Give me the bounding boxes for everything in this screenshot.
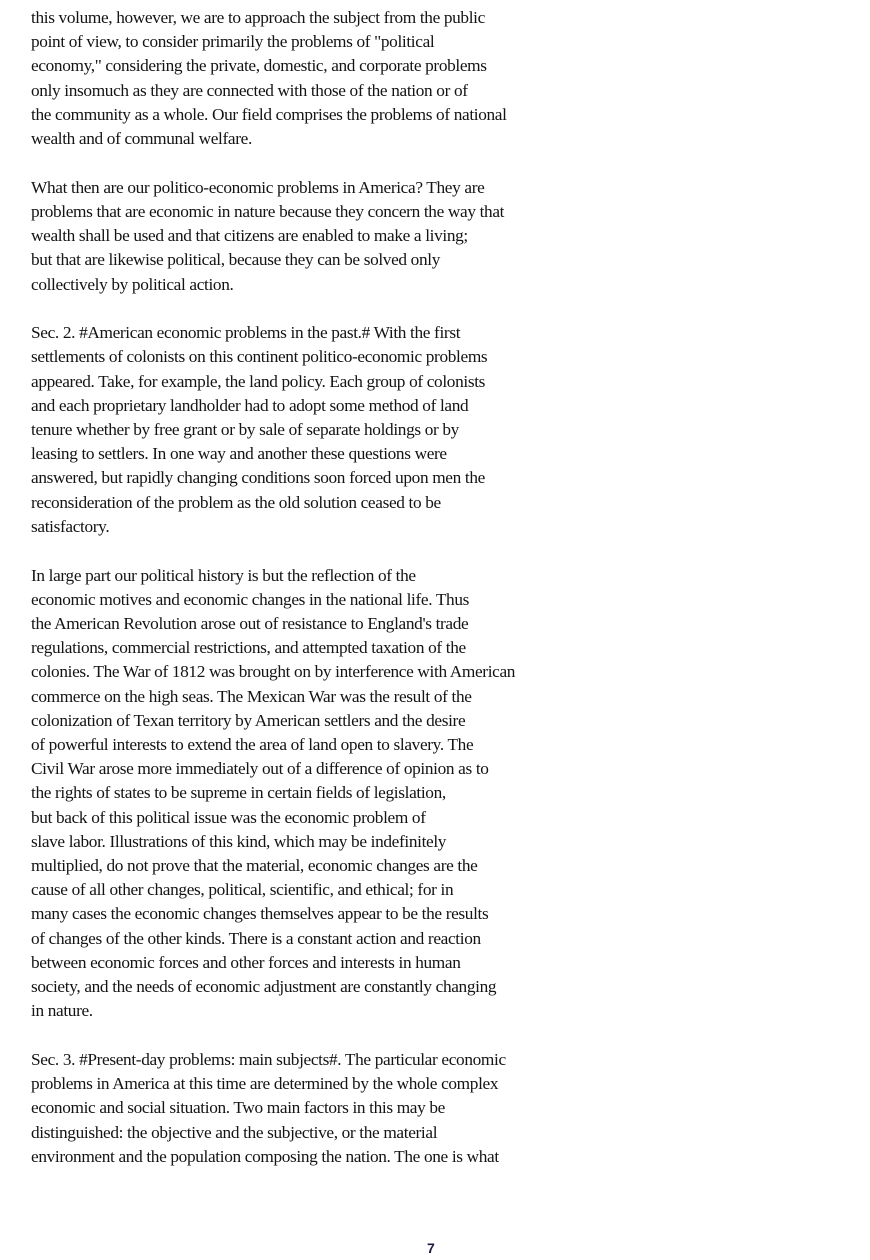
text-line: the American Revolution arose out of resistance to England's trade [31,613,469,633]
paragraph-public-view [31,6,611,151]
text-line: economy," considering the private, domestic, and corporate problems [31,56,487,76]
text-line: between economic forces and other forces and interests in human [31,952,461,972]
text-line: of powerful interests to extend the area of land open to slavery. The [31,734,474,754]
text-line: the community as a whole. Our field comprises the problems of national [31,104,507,124]
text-line: reconsideration of the problem as the old solution ceased to be [31,492,441,512]
text-line: regulations, commercial restrictions, and attempted taxation of the [31,638,466,658]
text-line: problems that are economic in nature because they concern the way that [31,201,505,221]
text-line: wealth shall be used and that citizens are enabled to make a living; [31,226,468,246]
text-line: problems in America at this time are determined by the whole complex [31,1074,499,1094]
text-line: tenure whether by free grant or by sale of separate holdings or by [31,420,459,440]
text-line: point of view, to consider primarily the problems of "political [31,32,435,52]
text-line: colonies. The War of 1812 was brought on by interference with American [31,662,516,682]
paragraph-gap [31,1023,611,1048]
text-line: economic and social situation. Two main factors in this may be [31,1098,445,1118]
text-line: slave labor. Illustrations of this kind, which may be indefinitely [31,831,447,851]
text-line: society, and the needs of economic adjustment are constantly changing [31,977,497,997]
paragraph-politico-economic [31,176,611,297]
text-line: of changes of the other kinds. There is a constant action and reaction [31,928,481,948]
text-line: many cases the economic changes themselves appear to be the results [31,904,489,924]
text-line: Civil War arose more immediately out of a difference of opinion as to [31,759,489,779]
text-line: cause of all other changes, political, scientific, and ethical; for in [31,880,454,900]
text-line: and each proprietary landholder had to adopt some method of land [31,395,469,415]
paragraph-gap [31,539,611,564]
paragraph-gap [31,151,611,176]
text-line: leasing to settlers. In one way and another these questions were [31,444,447,464]
text-line: settlements of colonists on this continent politico-economic problems [31,347,488,367]
text-line: Sec. 3. #Present-day problems: main subjects#. The particular economic [31,1049,506,1069]
text-line: appeared. Take, for example, the land policy. Each group of colonists [31,371,486,391]
text-line: this volume, however, we are to approach the subject from the public [31,8,485,27]
text-line: in nature. [31,1001,93,1021]
text-line: only insomuch as they are connected with those of the nation or of [31,80,468,100]
document-page [31,6,611,1169]
text-line: In large part our political history is but the reflection of the [31,565,416,585]
text-line: What then are our politico-economic problems in America? They are [31,177,485,197]
text-line: collectively by political action. [31,274,234,294]
text-line: but back of this political issue was the economic problem of [31,807,426,827]
paragraph-gap [31,297,611,322]
text-line: but that are likewise political, because they can be solved only [31,250,441,270]
text-line: satisfactory. [31,516,110,536]
text-line: commerce on the high seas. The Mexican War was the result of the [31,686,472,706]
paragraph-political-history [31,564,611,1024]
text-line: wealth and of communal welfare. [31,129,252,149]
text-line: the rights of states to be supreme in certain fields of legislation, [31,783,446,803]
text-line: colonization of Texan territory by American settlers and the desire [31,710,466,730]
text-line: answered, but rapidly changing conditions soon forced upon men the [31,468,485,488]
text-line: Sec. 2. #American economic problems in the past.# With the first [31,323,461,343]
page-number: 7 [427,1240,435,1256]
text-line: economic motives and economic changes in the national life. Thus [31,589,469,609]
paragraph-section-3 [31,1048,611,1169]
text-line: environment and the population composing the nation. The one is what [31,1146,499,1166]
text-line: distinguished: the objective and the subjective, or the material [31,1122,438,1142]
text-line: multiplied, do not prove that the material, economic changes are the [31,856,478,875]
paragraph-section-2 [31,321,611,539]
